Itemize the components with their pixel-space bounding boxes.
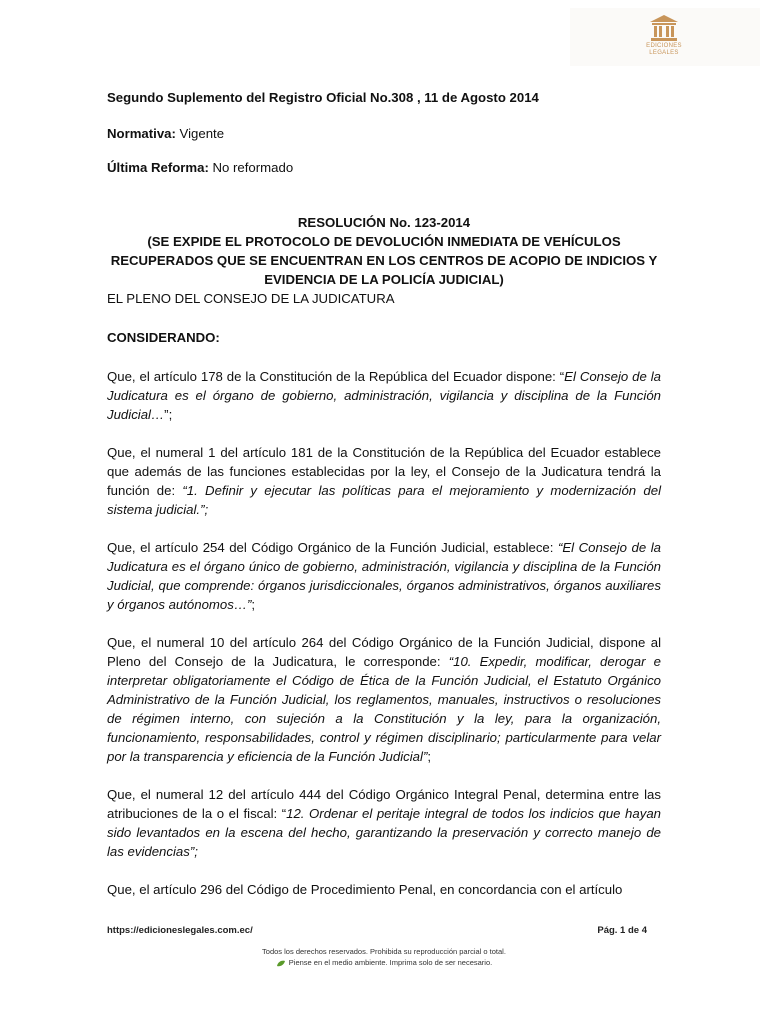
p3-quote: “El Consejo de la Judicatura es el órgano único de gobierno, administración, vigilancia y disciplina de la Función Judicial, que comprende: órganos jurisdiccionales, órganos administrativos, órganos auxiliares y órganos autónomos…”: [107, 540, 661, 612]
p1-quote: El Consejo de la Judicatura es el órgano de gobierno, administración, vigilancia y disciplina de la Función Judicial…: [107, 369, 661, 422]
p3-end: ;: [251, 597, 256, 612]
document-body: [107, 88, 661, 899]
leaf-icon: [276, 960, 286, 967]
considerando-paragraph-1: [107, 367, 661, 424]
footer-url-link[interactable]: https://edicioneslegales.com.ec/: [107, 925, 253, 936]
reforma-value: No reformado: [208, 160, 294, 175]
p1-text: Que, el artículo 178 de la Constitución de la República del Ecuador dispone: “: [107, 369, 565, 384]
publisher-logo: [570, 8, 760, 66]
normativa-label: Normativa:: [107, 126, 176, 141]
reforma-label: Última Reforma:: [107, 160, 209, 175]
p5-text: Que, el numeral 12 del artículo 444 del Código Orgánico Integral Penal, determina entre las atribuciones de la o el fiscal: “: [107, 787, 661, 821]
considerando-paragraph-6: Que, el artículo 296 del Código de Procedimiento Penal, en concordancia con el artículo: [107, 882, 623, 897]
footer-notice: [0, 946, 768, 968]
logo-text-line2: LEGALES: [649, 50, 679, 56]
p4-end: ;: [427, 749, 432, 764]
considerando-paragraph-3: [107, 538, 661, 614]
considerando-paragraph-5: [107, 785, 661, 861]
logo-text-line1: EDICIONES: [646, 43, 682, 49]
normativa-line: [107, 124, 661, 143]
page-number: Pág. 1 de 4: [597, 925, 647, 936]
p1-end: ”;: [164, 407, 173, 422]
p3-text: Que, el artículo 254 del Código Orgánico de la Función Judicial, establece:: [107, 540, 558, 555]
p2-text: Que, el numeral 1 del artículo 181 de la Constitución de la República del Ecuador establece que además de las funciones establecidas por la ley, el Consejo de la Judicatura tendrá la función de:: [107, 445, 661, 498]
environment-line: [0, 957, 768, 968]
normativa-value: Vigente: [175, 126, 225, 141]
registro-oficial: Segundo Suplemento del Registro Oficial No.308 , 11 de Agosto 2014: [107, 90, 539, 105]
p2-quote: “1. Definir y ejecutar las políticas para el mejoramiento y modernización del sistema judicial.”;: [107, 483, 661, 517]
ultima-reforma-line: [107, 158, 661, 177]
pleno-heading: EL PLENO DEL CONSEJO DE LA JUDICATURA: [107, 291, 395, 306]
resolution-number: RESOLUCIÓN No. 123-2014: [297, 215, 471, 230]
resolution-subject: (SE EXPIDE EL PROTOCOLO DE DEVOLUCIÓN INMEDIATA DE VEHÍCULOS RECUPERADOS QUE SE ENCUENTRAN EN LOS CENTROS DE ACOPIO DE INDICIOS Y EVIDENCIA DE LA POLICÍA JUDICIAL): [110, 234, 658, 287]
rights-text: Todos los derechos reservados. Prohibida su reproducción parcial o total.: [262, 947, 506, 956]
columns-temple-icon: [649, 14, 679, 42]
considerando-paragraph-4: [107, 633, 661, 766]
environment-text: Piense en el medio ambiente. Imprima solo de ser necesario.: [288, 958, 493, 967]
p4-quote: “10. Expedir, modificar, derogar e interpretar obligatoriamente el Código de Ética de la Función Judicial, el Estatuto Orgánico Administrativo de la Función Judicial, los reglamentos, manuales, instructivos o resoluciones de régimen interno, con sujeción a la Constitución y la ley, para la organización, funcionamiento, responsabilidades, control y régimen disciplinario; particularmente para velar por la transparencia y eficiencia de la Función Judicial”: [107, 654, 661, 764]
considerando-heading: CONSIDERANDO:: [107, 330, 220, 345]
p5-quote: 12. Ordenar el peritaje integral de todos los indicios que hayan sido levantados en la escena del hecho, garantizando la preservación y correcto manejo de las evidencias”;: [107, 806, 661, 859]
considerando-paragraph-2: [107, 443, 661, 519]
p4-text: Que, el numeral 10 del artículo 264 del Código Orgánico de la Función Judicial, dispone al Pleno del Consejo de la Judicatura, le corresponde:: [107, 635, 661, 669]
